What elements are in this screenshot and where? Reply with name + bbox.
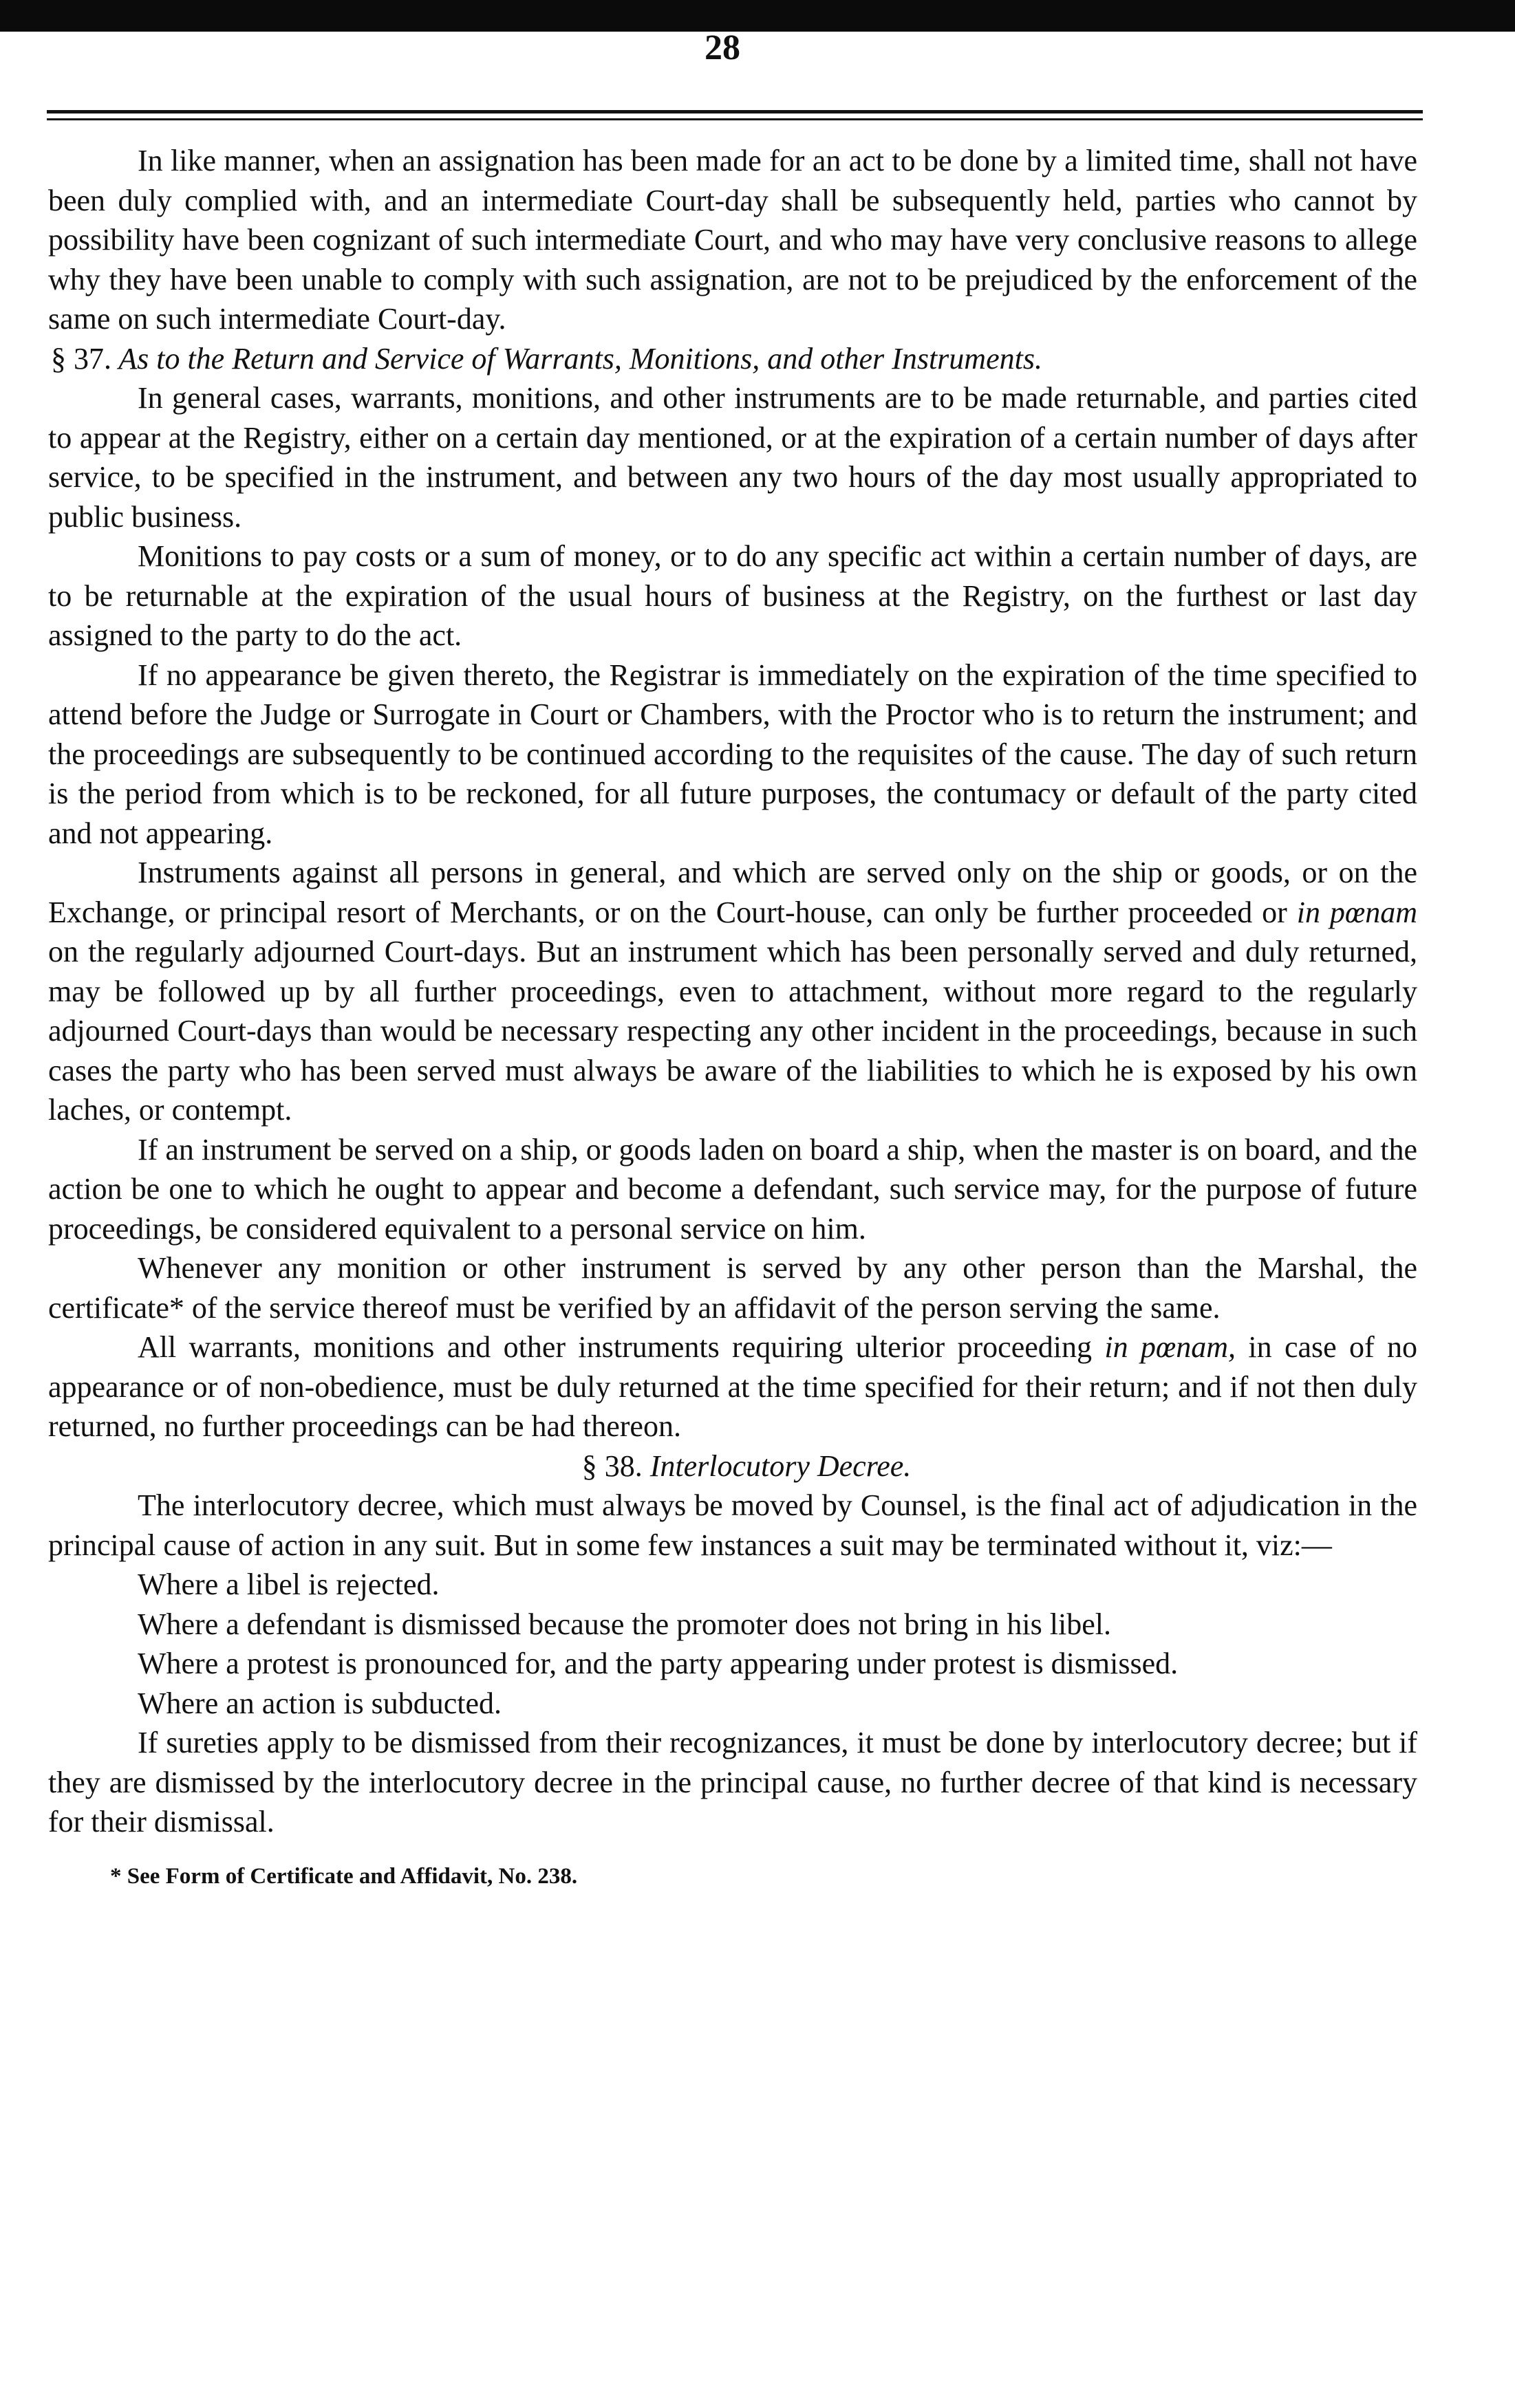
paragraph: The interlocutory decree, which must always be moved by Counsel, is the final act of adjudication in the principal cause of action in any suit. But in some few instances a suit may be terminated without it, viz:— — [48, 1488, 1417, 1562]
paragraph: In general cases, warrants, monitions, and other instruments are to be made returnable, and parties cited to appear at the Registry, either on a certain day mentioned, or at the expiration of a certain number of days after service, to be specified in the instrument, and between any two hours of the day most usually appropriated to public business. — [48, 381, 1417, 534]
header-rule-thick — [47, 110, 1423, 113]
latin-phrase: in pœnam, — [1104, 1330, 1236, 1364]
section-number: § 38. — [581, 1449, 643, 1483]
footnote: * See Form of Certificate and Affidavit, No. 238. — [110, 1863, 578, 1889]
paragraph — [48, 853, 1417, 1130]
latin-phrase: in pœnam — [1296, 895, 1417, 929]
page-body — [48, 141, 1417, 1890]
paragraph-text: All warrants, monitions and other instruments requiring ulterior proceeding — [138, 1330, 1105, 1364]
list-item: Where an action is subducted. — [138, 1686, 502, 1720]
paragraph-text: Instruments against all persons in general, and which are served only on the ship or goods, or on the Exchange, or principal resort of Merchants, or on the Court-house, can only be further proceeded or — [48, 856, 1417, 929]
paragraph: If no appearance be given thereto, the Registrar is immediately on the expiration of the time specified to attend before the Judge or Surrogate in Court or Chambers, with the Proctor who is to return the instrument; and the proceedings are subsequently to be continued according to the requisites of the cause. The day of such return is the period from which is to be reckoned, for all future purposes, the contumacy or default of the party cited and not appearing. — [48, 658, 1417, 850]
paragraph — [48, 1327, 1417, 1446]
list-item: Where a defendant is dismissed because the promoter does not bring in his libel. — [138, 1607, 1111, 1641]
section-title: As to the Return and Service of Warrants, Monitions, and other Instruments. — [118, 341, 1042, 376]
paragraph-text: on the regularly adjourned Court-days. But an instrument which has been personally served and duly returned, may be followed up by all further proceedings, even to attachment, without more regard to the regularly adjourned Court-days than would be necessary respecting any other incident in the proceedings, because in such cases the party who has been served must always be aware of the liabilities to which he is exposed by his own laches, or contempt. — [48, 935, 1417, 1127]
paragraph: Whenever any monition or other instrument is served by any other person than the Marshal, the certificate* of the service thereof must be verified by an affidavit of the person serving the same. — [48, 1251, 1417, 1325]
paragraph-text: in case of no appearance or of non-obedience, must be duly returned at the time specified for their return; and if not then duly returned, no further proceedings can be had thereon. — [48, 1330, 1418, 1443]
section-title: Interlocutory Decree. — [649, 1449, 912, 1483]
paragraph: In like manner, when an assignation has been made for an act to be done by a limited time, shall not have been duly complied with, and an intermediate Court-day shall be subsequently held, parties who cannot by possibility have been cognizant of such intermediate Court, and who may have very conclusive reasons to allege why they have been unable to comply with such assignation, are not to be prejudiced by the enforcement of the same on such intermediate Court-day. — [48, 144, 1417, 336]
paragraph: If an instrument be served on a ship, or goods laden on board a ship, when the master is on board, and the action be one to which he ought to appear and become a defendant, such service may, for the purpose of future proceedings, be considered equivalent to a personal service on him. — [48, 1132, 1417, 1246]
paragraph: Monitions to pay costs or a sum of money, or to do any specific act within a certain number of days, are to be returnable at the expiration of the usual hours of business at the Registry, on the furthest or last day assigned to the party to do the act. — [48, 539, 1417, 652]
section-heading-37 — [48, 339, 1417, 379]
list-item: Where a protest is pronounced for, and the party appearing under protest is dismissed. — [138, 1647, 1179, 1680]
scan-top-border — [0, 0, 1515, 32]
header-rule-thin — [47, 118, 1423, 120]
paragraph: If sureties apply to be dismissed from their recognizances, it must be done by interlocutory decree; but if they are dismissed by the interlocutory decree in the principal cause, no further decree of that kind is necessary for their dismissal. — [48, 1726, 1417, 1838]
list-item: Where a libel is rejected. — [138, 1568, 440, 1601]
section-heading-38 — [48, 1446, 1417, 1486]
page-number: 28 — [705, 28, 740, 67]
section-number: § 37. — [51, 341, 111, 376]
